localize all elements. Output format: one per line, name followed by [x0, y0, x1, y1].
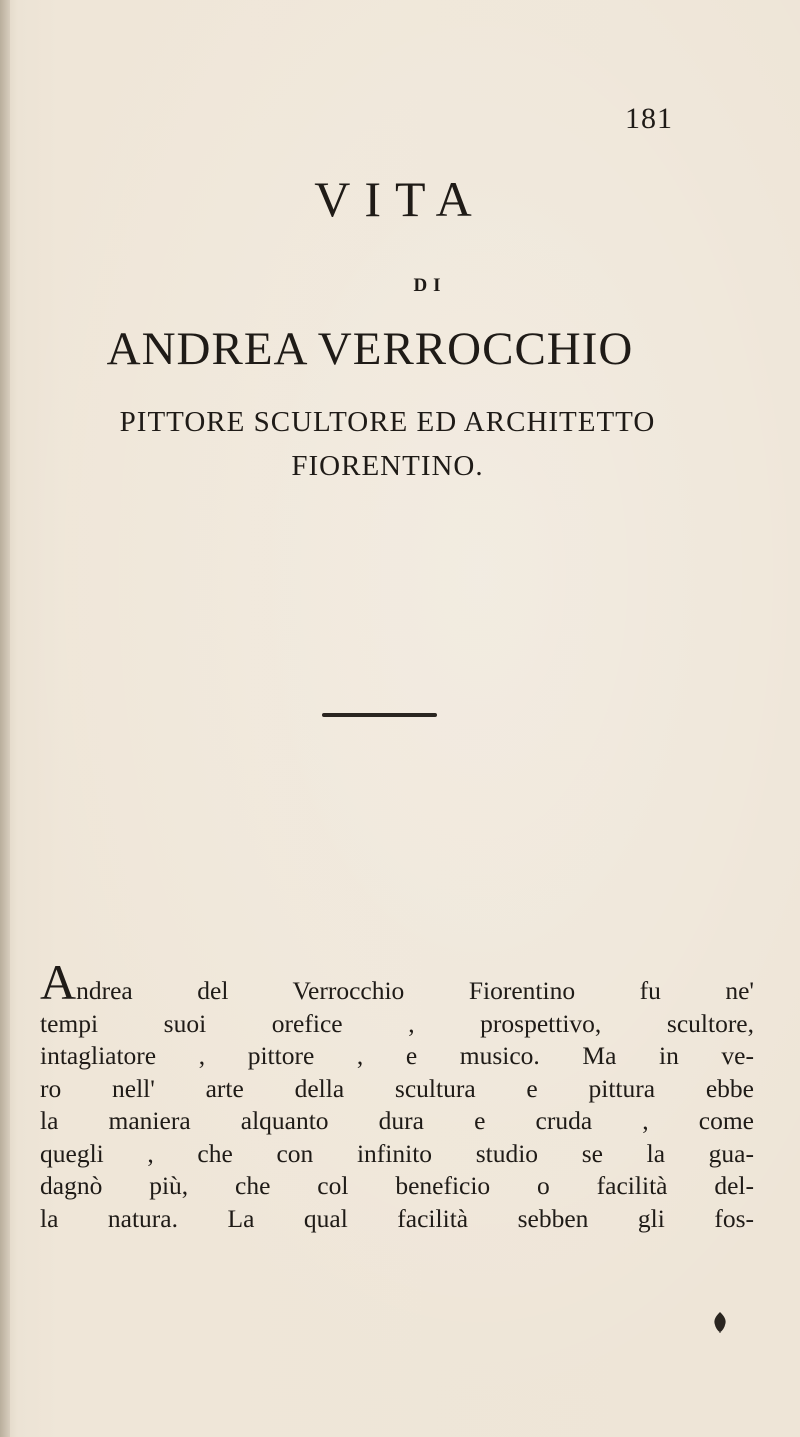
body-line: la natura. La qual facilità sebben gli fos-	[40, 1203, 754, 1233]
body-paragraph	[40, 954, 754, 1235]
printer-ornament-icon	[712, 1311, 728, 1333]
body-line: ro nell' arte della scultura e pittura ebbe	[40, 1073, 754, 1103]
subtitle-line: FIORENTINO.	[291, 450, 484, 482]
body-line: la maniera alquanto dura e cruda , come	[40, 1106, 754, 1135]
artist-name: ANDREA VERROCCHIO	[106, 323, 634, 375]
body-line: intagliatore , pittore , e musico. Ma in ve-	[40, 1041, 754, 1070]
title-connector: DI	[413, 275, 447, 296]
body-line: dagnò più, che col beneficio o facilità del-	[40, 1171, 754, 1200]
page-title: VITA	[314, 171, 486, 227]
decorative-rule	[322, 713, 437, 717]
body-line: quegli , che con infinito studio se la gua-	[40, 1138, 754, 1168]
drop-cap: A	[40, 954, 77, 1010]
body-line	[40, 954, 754, 1010]
body-line-text: ndrea del Verrocchio Fiorentino fu ne'	[76, 976, 754, 1005]
subtitle-line: PITTORE SCULTORE ED ARCHITETTO	[119, 406, 656, 438]
page-number: 181	[625, 102, 673, 135]
artist-description	[40, 400, 735, 488]
body-line: tempi suoi orefice , prospettivo, scultore,	[40, 1008, 754, 1038]
